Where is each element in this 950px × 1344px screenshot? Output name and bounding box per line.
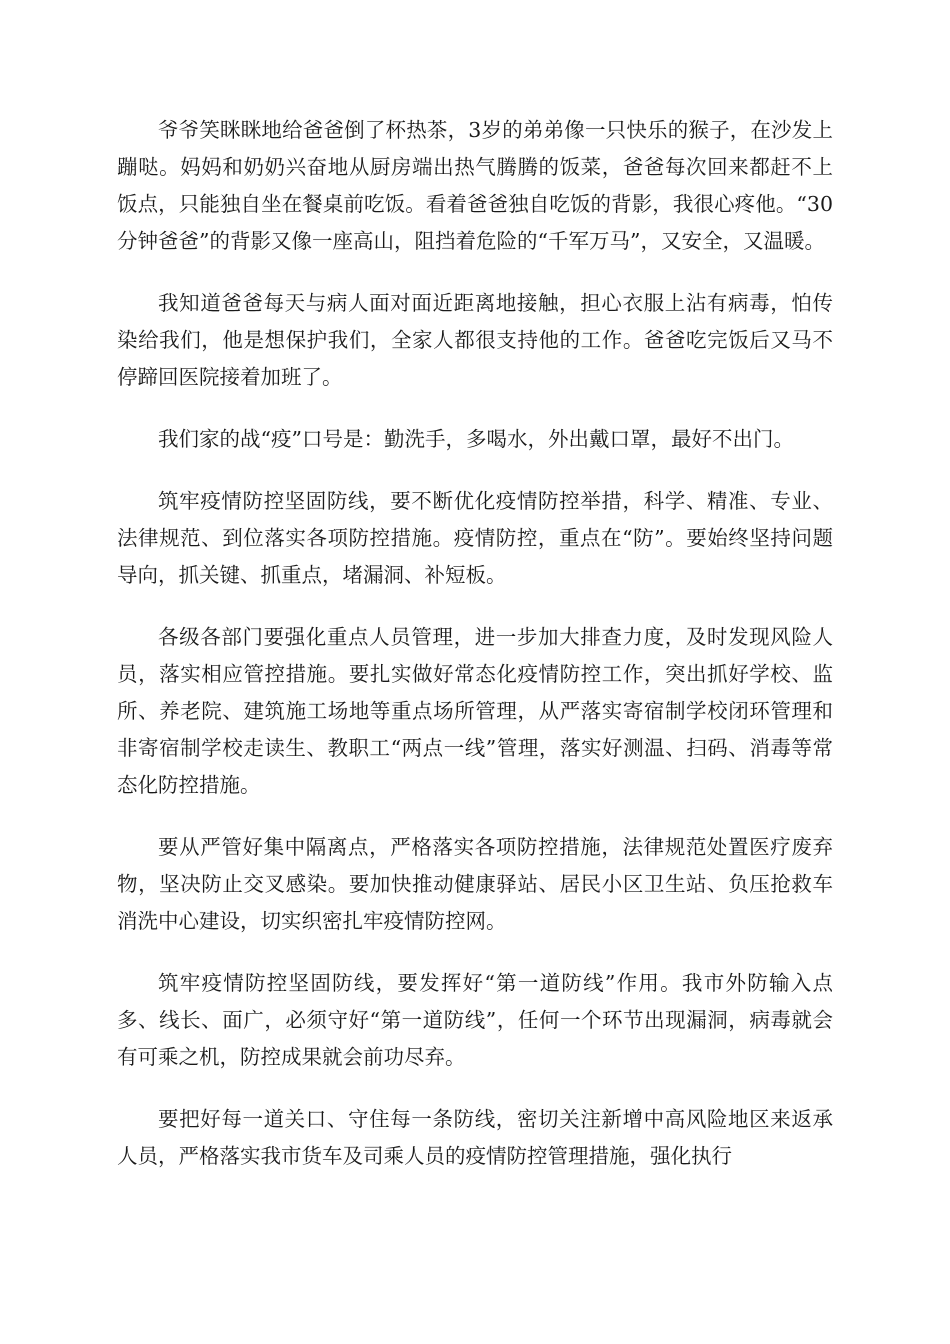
paragraph-7: 筑牢疫情防控坚固防线，要发挥好“第一道防线”作用。我市外防输入点多、线长、面广，必须守好“第一道防线”，任何一个环节出现漏洞，病毒就会有可乘之机，防控成果就会前功尽弃。 <box>117 971 833 1069</box>
paragraph-3: 我们家的战“疫”口号是：勤洗手，多喝水，外出戴口罩，最好不出门。 <box>158 427 794 451</box>
paragraph-1: 爷爷笑眯眯地给爸爸倒了杯热茶，3岁的弟弟像一只快乐的猴子，在沙发上蹦哒。妈妈和奶奶兴奋地从厨房端出热气腾腾的饭菜，爸爸每次回来都赶不上饭点，只能独自坐在餐桌前吃饭。看着爸爸独自吃饭的背影，我很心疼他。“30分钟爸爸”的背影又像一座高山，阻挡着危险的“千军万马”，又安全，又温暖。 <box>117 118 833 253</box>
paragraph-5: 各级各部门要强化重点人员管理，进一步加大排查力度，及时发现风险人员，落实相应管控措施。要扎实做好常态化疫情防控工作，突出抓好学校、监所、养老院、建筑施工场地等重点场所管理，从严落实寄宿制学校闭环管理和非寄宿制学校走读生、教职工“两点一线”管理，落实好测温、扫码、消毒等常态化防控措施。 <box>117 625 833 797</box>
paragraph-6: 要从严管好集中隔离点，严格落实各项防控措施，法律规范处置医疗废弃物，坚决防止交叉感染。要加快推动健康驿站、居民小区卫生站、负压抢救车消洗中心建设，切实织密扎牢疫情防控网。 <box>117 835 833 933</box>
paragraph-2: 我知道爸爸每天与病人面对面近距离地接触，担心衣服上沾有病毒，怕传染给我们，他是想保护我们，全家人都很支持他的工作。爸爸吃完饭后又马不停蹄回医院接着加班了。 <box>117 291 833 389</box>
paragraph-8: 要把好每一道关口、守住每一条防线，密切关注新增中高风险地区来返承人员，严格落实我市货车及司乘人员的疫情防控管理措施，强化执行 <box>117 1107 833 1168</box>
document-page <box>117 112 833 1200</box>
paragraph-4: 筑牢疫情防控坚固防线，要不断优化疫情防控举措，科学、精准、专业、法律规范、到位落实各项防控措施。疫情防控，重点在“防”。要始终坚持问题导向，抓关键、抓重点，堵漏洞、补短板。 <box>117 489 833 587</box>
